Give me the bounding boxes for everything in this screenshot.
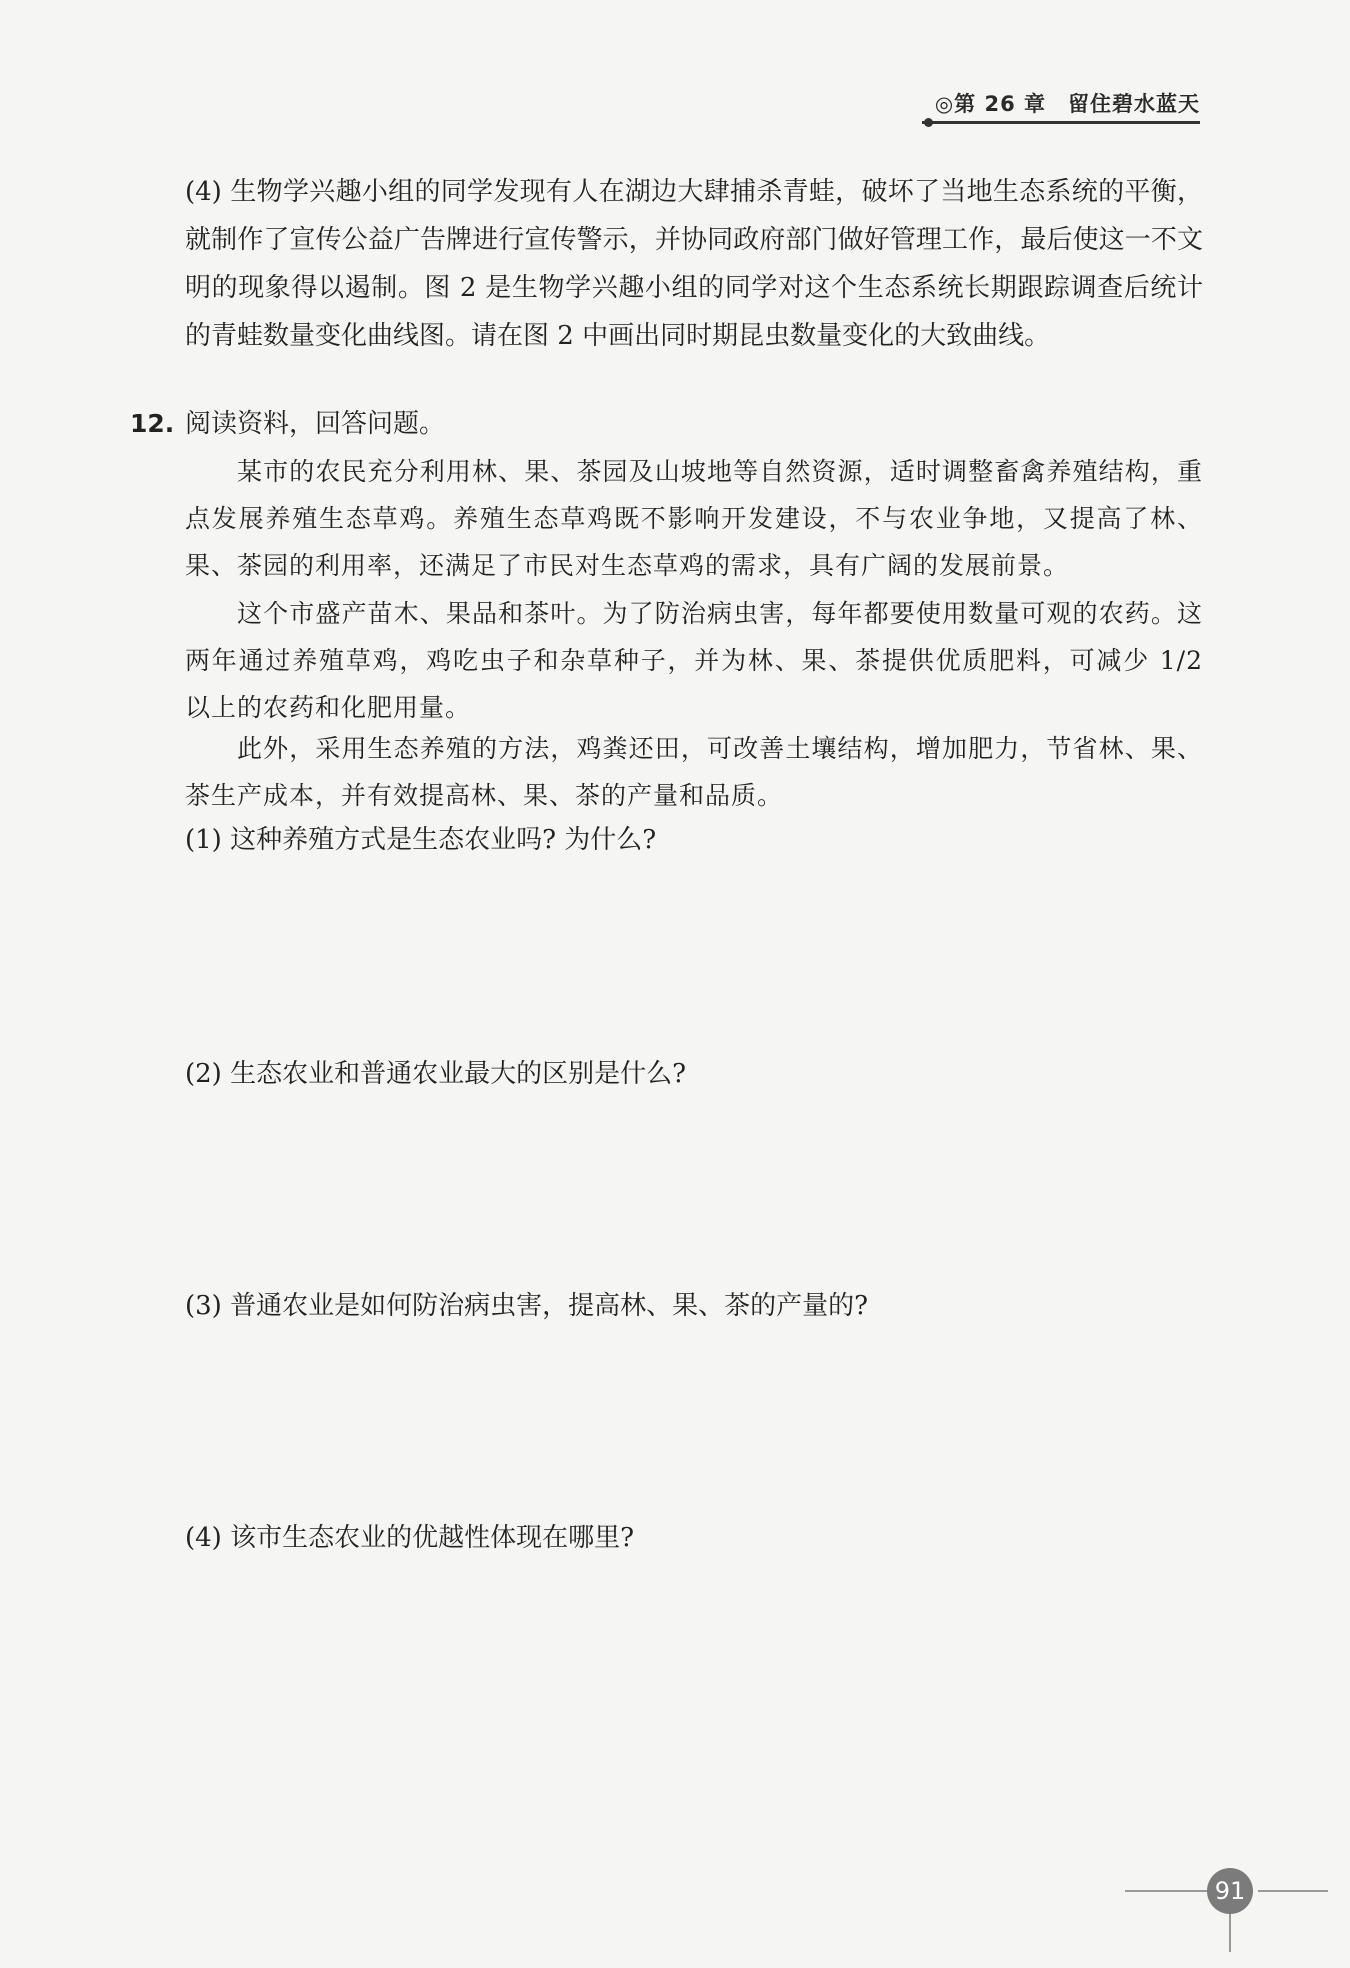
page-number: 91: [1207, 1868, 1253, 1914]
header-rule-dot: [924, 118, 933, 127]
header-rule: [922, 121, 1200, 124]
sub-question-3: (3) 普通农业是如何防治病虫害，提高林、果、茶的产量的?: [185, 1291, 869, 1321]
question-12-title: 阅读资料，回答问题。: [185, 409, 446, 439]
material-paragraph-3: 此外，采用生态养殖的方法，鸡粪还田，可改善土壤结构，增加肥力，节省林、果、茶生产成本，并有效提高林、果、茶的产量和品质。: [185, 734, 1203, 810]
question-12-number: 12.: [130, 409, 175, 438]
footer-rule-left: [1125, 1890, 1215, 1892]
sub-question-2: (2) 生态农业和普通农业最大的区别是什么?: [185, 1059, 687, 1089]
question-4-paragraph: (4) 生物学兴趣小组的同学发现有人在湖边大肆捕杀青蛙，破坏了当地生态系统的平衡，就制作了宣传公益广告牌进行宣传警示，并协同政府部门做好管理工作，最后使这一不文明的现象得以遏制。图 2 是生物学兴趣小组的同学对这个生态系统长期跟踪调查后统计的青蛙数量变化曲线图。请在图 2 中画出同时期昆虫数量变化的大致曲线。: [185, 177, 1203, 351]
material-paragraph-1: 某市的农民充分利用林、果、茶园及山坡地等自然资源，适时调整畜禽养殖结构，重点发展养殖生态草鸡。养殖生态草鸡既不影响开发建设，不与农业争地，又提高了林、果、茶园的利用率，还满足了市民对生态草鸡的需求，具有广阔的发展前景。: [185, 457, 1203, 580]
sub-question-4: (4) 该市生态农业的优越性体现在哪里?: [185, 1523, 635, 1553]
footer-rule-stem: [1229, 1912, 1231, 1952]
sub-question-1: (1) 这种养殖方式是生态农业吗? 为什么?: [185, 825, 657, 855]
chapter-header: ◎第 26 章 留住碧水蓝天: [934, 92, 1200, 116]
footer-rule-right: [1258, 1890, 1328, 1892]
material-paragraph-2: 这个市盛产苗木、果品和茶叶。为了防治病虫害，每年都要使用数量可观的农药。这两年通过养殖草鸡，鸡吃虫子和杂草种子，并为林、果、茶提供优质肥料，可减少 1/2 以上的农药和化肥用量。: [185, 599, 1203, 722]
